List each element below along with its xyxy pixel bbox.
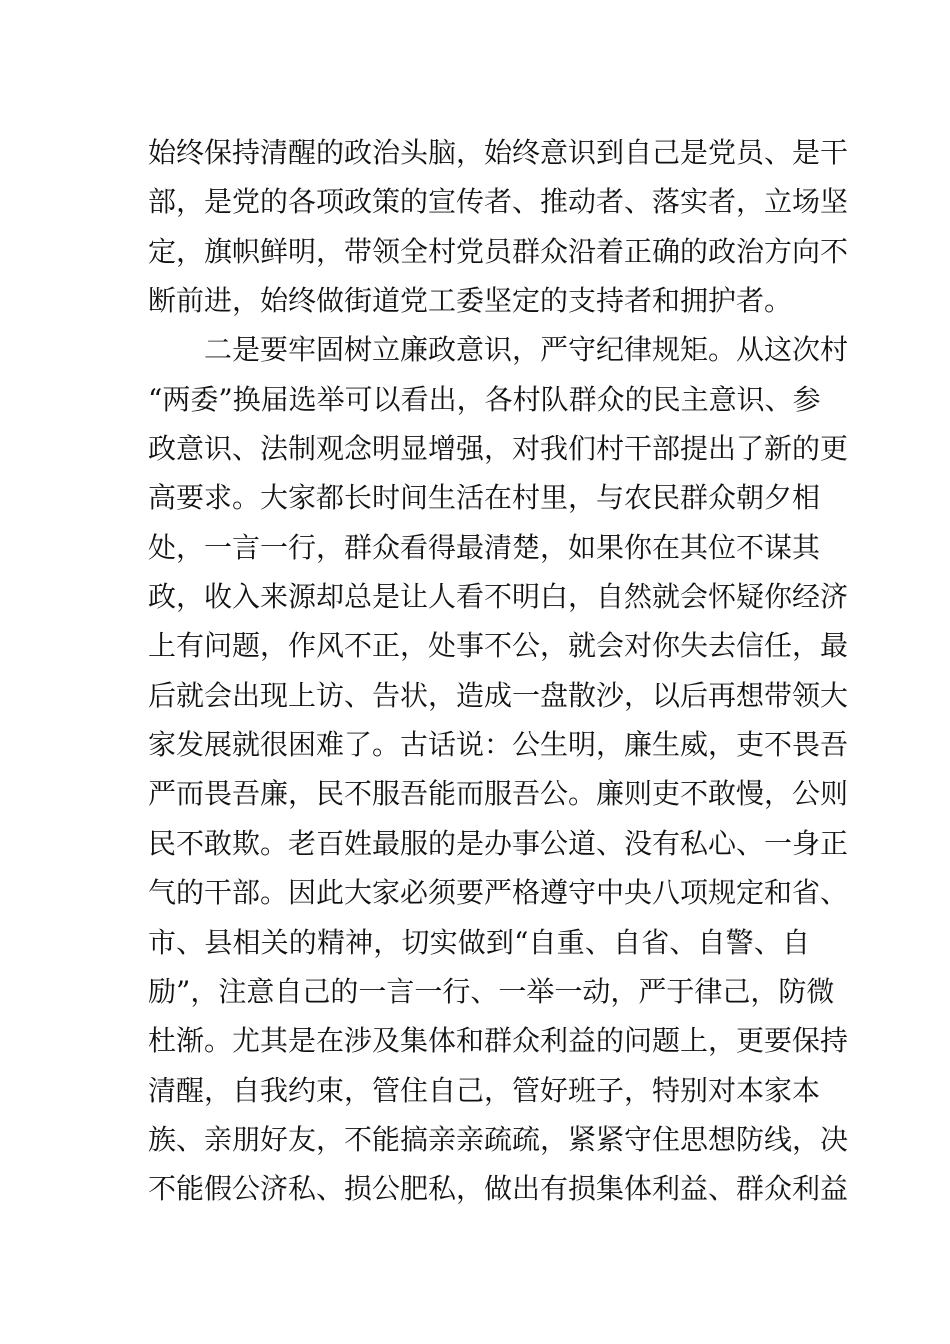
text-line: 严而畏吾廉，民不服吾能而服吾公。廉则吏不敢慢，公则 bbox=[148, 777, 849, 811]
text-line: 家发展就很困难了。古话说：公生明，廉生威，吏不畏吾 bbox=[148, 728, 849, 762]
text-line: 杜渐。尤其是在涉及集体和群众利益的问题上，更要保持 bbox=[148, 1024, 849, 1058]
text-line: 政，收入来源却总是让人看不明白，自然就会怀疑你经济 bbox=[148, 580, 849, 614]
text-line: 上有问题，作风不正，处事不公，就会对你失去信任，最 bbox=[148, 629, 849, 663]
text-line: 政意识、法制观念明显增强，对我们村干部提出了新的更 bbox=[148, 432, 849, 466]
text-line: 励”，注意自己的一言一行、一举一动，严于律己，防微 bbox=[148, 974, 835, 1008]
text-line: 定，旗帜鲜明，带领全村党员群众沿着正确的政治方向不 bbox=[148, 234, 849, 268]
text-line: 不能假公济私、损公肥私，做出有损集体利益、群众利益 bbox=[148, 1172, 849, 1206]
text-line: 始终保持清醒的政治头脑，始终意识到自己是党员、是干 bbox=[148, 136, 849, 169]
text-line: 高要求。大家都长时间生活在村里，与农民群众朝夕相 bbox=[148, 481, 821, 515]
text-line: 后就会出现上访、告状，造成一盘散沙，以后再想带领大 bbox=[148, 678, 849, 712]
text-line: 二是要牢固树立廉政意识，严守纪律规矩。从这次村 bbox=[148, 333, 849, 367]
text-line: 清醒，自我约束，管住自己，管好班子，特别对本家本 bbox=[148, 1073, 821, 1107]
text-line: 民不敢欺。老百姓最服的是办事公道、没有私心、一身正 bbox=[148, 826, 849, 860]
body-text bbox=[148, 128, 849, 1214]
text-line: 市、县相关的精神，切实做到“自重、自省、自警、自 bbox=[148, 925, 810, 959]
text-line: 断前进，始终做街道党工委坚定的支持者和拥护者。 bbox=[148, 284, 793, 318]
text-line: “两委”换届选举可以看出，各村队群众的民主意识、参 bbox=[148, 382, 821, 416]
text-line: 族、亲朋好友，不能搞亲亲疏疏，紧紧守住思想防线，决 bbox=[148, 1122, 849, 1156]
text-line: 气的干部。因此大家必须要严格遵守中央八项规定和省、 bbox=[148, 876, 849, 910]
text-line: 部，是党的各项政策的宣传者、推动者、落实者，立场坚 bbox=[148, 185, 849, 219]
text-line: 处，一言一行，群众看得最清楚，如果你在其位不谋其 bbox=[148, 530, 821, 564]
